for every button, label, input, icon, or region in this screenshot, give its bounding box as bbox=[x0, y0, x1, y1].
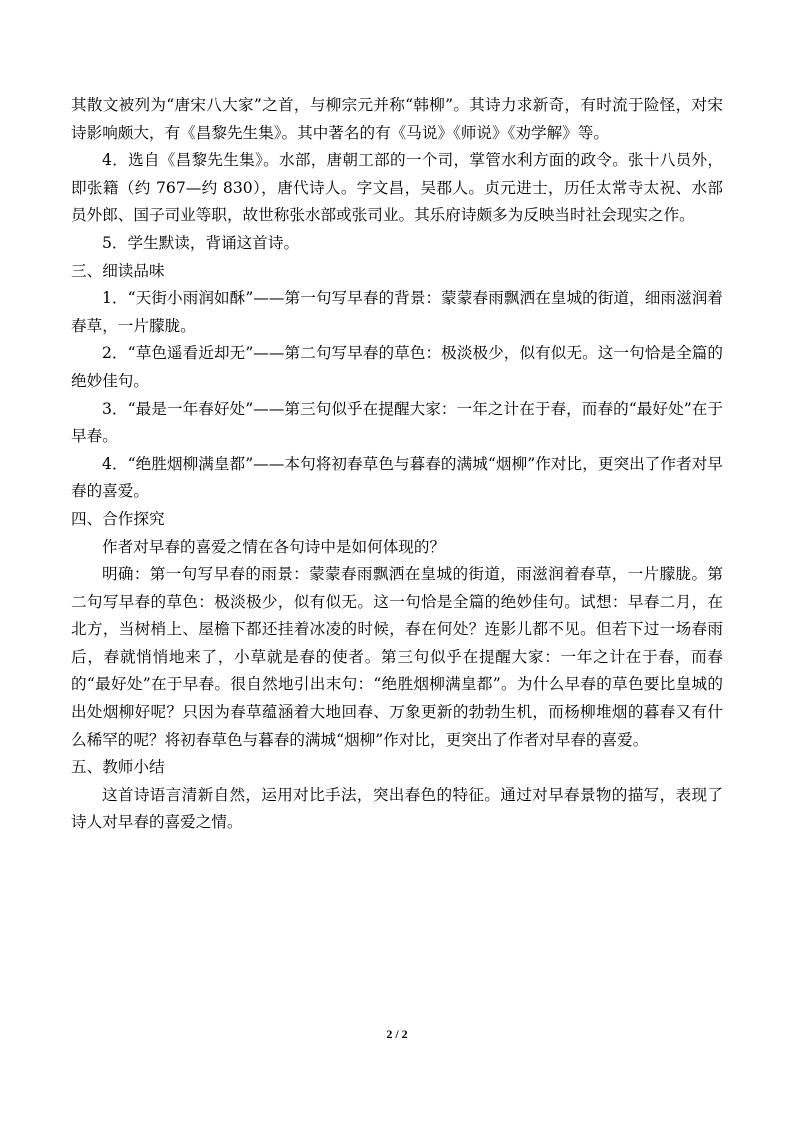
paragraph-line-2: 2．“草色遥看近却无”——第二句写早春的草色：极淡极少，似有似无。这一句恰是全篇的绝妙佳句。 bbox=[71, 344, 723, 390]
page-number: 2 / 2 bbox=[386, 1027, 408, 1041]
paragraph-note-5: 5．学生默读，背诵这首诗。 bbox=[102, 233, 300, 252]
section-heading-close-reading: 三、细读品味 bbox=[71, 261, 165, 280]
paragraph-line-3: 3．“最是一年春好处”——第三句似乎在提醒大家：一年之计在于春，而春的“最好处”在于早春。 bbox=[71, 399, 723, 446]
section-heading-teacher-summary: 五、教师小结 bbox=[71, 758, 165, 777]
paragraph-author-intro: 其散文被列为“唐宋八大家”之首，与柳宗元并称“韩柳”。其诗力求新奇，有时流于险怪，对宋诗影响颇大，有《昌黎先生集》。其中著名的有《马说》《师说》《劝学解》等。 bbox=[71, 96, 723, 142]
paragraph-summary: 这首诗语言清新自然，运用对比手法，突出春色的特征。通过对早春景物的描写，表现了诗人对早春的喜爱之情。 bbox=[71, 785, 723, 832]
paragraph-line-4: 4．“绝胜烟柳满皇都”——本句将初春草色与暮春的满城“烟柳”作对比，更突出了作者对早春的喜爱。 bbox=[71, 454, 723, 501]
document-body bbox=[71, 92, 723, 837]
paragraph-question: 作者对早春的喜爱之情在各句诗中是如何体现的？ bbox=[102, 537, 446, 556]
section-heading-cooperative-inquiry: 四、合作探究 bbox=[71, 509, 165, 528]
paragraph-note-4: 4．选自《昌黎先生集》。水部，唐朝工部的一个司，掌管水利方面的政令。张十八员外，即张籍（约 767—约 830），唐代诗人。字文昌，吴郡人。贞元进士，历任太常寺太祝、水部员外郎、国子司业等职，故世称张水部或张司业。其乐府诗颇多为反映当时社会现实之作。 bbox=[71, 151, 723, 225]
paragraph-answer: 明确：第一句写早春的雨景：蒙蒙春雨飘洒在皇城的街道，雨滋润着春草，一片朦胧。第二句写早春的草色：极淡极少，似有似无。这一句恰是全篇的绝妙佳句。试想：早春二月，在北方，当树梢上、屋檐下都还挂着冰凌的时候，春在何处？连影儿都不见。但若下过一场春雨后，春就悄悄地来了，小草就是春的使者。第三句似乎在提醒大家：一年之计在于春，而春的“最好处”在于早春。很自然地引出末句：“绝胜烟柳满皇都”。为什么早春的草色要比皇城的出处烟柳好呢？只因为春草蕴涵着大地回春、万象更新的勃勃生机，而杨柳堆烟的暮春又有什么稀罕的呢？将初春草色与暮春的满城“烟柳”作对比，更突出了作者对早春的喜爱。 bbox=[71, 565, 723, 749]
paragraph-line-1: 1．“天街小雨润如酥”——第一句写早春的背景：蒙蒙春雨飘洒在皇城的街道，细雨滋润着春草，一片朦胧。 bbox=[71, 289, 723, 335]
